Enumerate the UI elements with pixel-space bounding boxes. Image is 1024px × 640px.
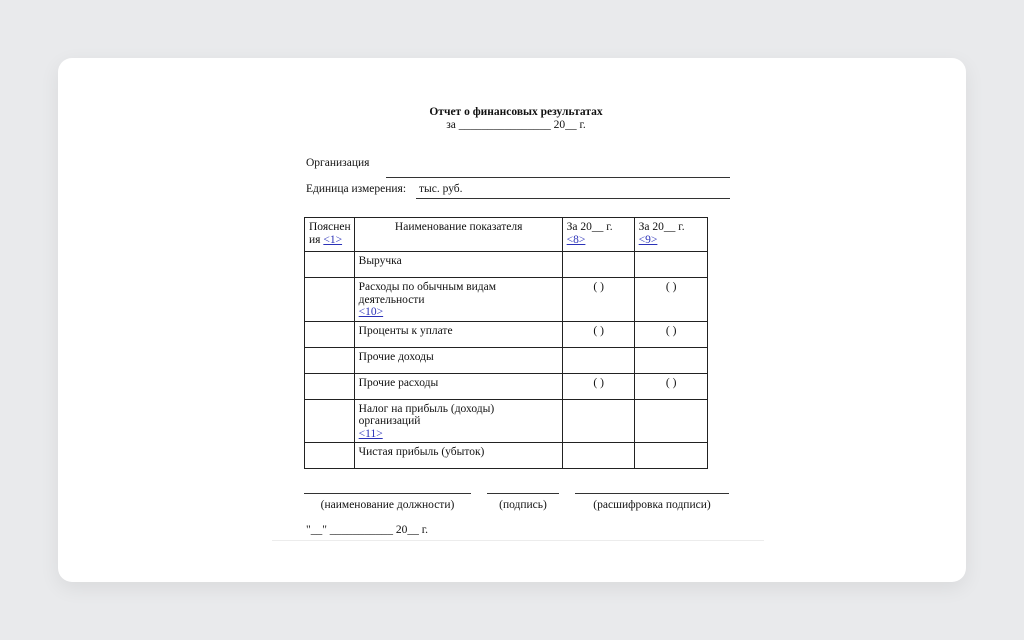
table-row: [305, 399, 708, 443]
position-line: [304, 493, 471, 494]
year2-ref-link[interactable]: <9>: [638, 233, 658, 246]
signature-date: "__" ___________ 20__ г.: [306, 524, 429, 536]
position-caption: (наименование должности): [320, 499, 455, 511]
row-ref-link[interactable]: <10>: [358, 306, 384, 318]
row-year1-cell: [562, 252, 634, 278]
row-name: Выручка: [358, 255, 402, 267]
signature-caption: (подпись): [499, 499, 547, 511]
row-name-cell: [354, 443, 562, 469]
row-name-cell: [354, 252, 562, 278]
row-name: Проценты к уплате: [358, 324, 453, 337]
row-year1-cell: [562, 347, 634, 373]
row-year1-cell: ( ): [562, 321, 634, 347]
table-row: [305, 347, 708, 373]
row-ref-link[interactable]: <11>: [358, 427, 383, 440]
col-header-year1-label: За 20__ г.: [566, 221, 613, 233]
row-year1-cell: ( ): [562, 373, 634, 399]
row-year2-cell: [634, 399, 707, 443]
row-note-cell: [305, 278, 355, 322]
decoding-line: [575, 493, 729, 494]
decoding-caption: (расшифровка подписи): [593, 499, 711, 511]
row-name-cell: [354, 278, 562, 322]
table-header-row: [305, 218, 708, 252]
row-name-cell: [354, 347, 562, 373]
row-year2-cell: [634, 252, 707, 278]
row-note-cell: [305, 321, 355, 347]
unit-label: Единица измерения:: [306, 183, 407, 195]
row-name-cell: [354, 321, 562, 347]
unit-value: тыс. руб.: [419, 183, 463, 195]
organization-field-line: [386, 177, 730, 178]
row-note-cell: [305, 443, 355, 469]
report-title: Отчет о финансовых результатах: [429, 106, 603, 118]
table-row: [305, 321, 708, 347]
organization-label: Организация: [306, 157, 370, 169]
table-row: [305, 278, 708, 322]
col-header-note: [305, 218, 355, 252]
col-header-name-label: Наименование показателя: [394, 221, 523, 233]
row-year2-cell: ( ): [634, 278, 707, 322]
signature-line: [487, 493, 559, 494]
row-note-cell: [305, 373, 355, 399]
row-name-cell: [354, 373, 562, 399]
row-name: Расходы по обычным видам деятельности: [358, 281, 497, 306]
table-row: [305, 443, 708, 469]
row-name: Прочие доходы: [358, 350, 434, 363]
row-name: Чистая прибыль (убыток): [358, 446, 485, 458]
col-header-year1: [562, 218, 634, 252]
col-header-year2-label: За 20__ г.: [638, 221, 685, 233]
note-ref-link[interactable]: <1>: [323, 233, 343, 246]
row-year1-cell: ( ): [562, 278, 634, 322]
row-note-cell: [305, 399, 355, 443]
row-year1-cell: [562, 399, 634, 443]
row-year2-cell: ( ): [634, 373, 707, 399]
col-header-year2: [634, 218, 707, 252]
row-year2-cell: ( ): [634, 321, 707, 347]
col-header-note-part1: Пояснен: [309, 221, 351, 233]
report-period: за ________________ 20__ г.: [446, 119, 586, 131]
row-year1-cell: [562, 443, 634, 469]
col-header-name: [354, 218, 562, 252]
row-note-cell: [305, 252, 355, 278]
table-body: [305, 252, 708, 469]
unit-field-line: [416, 198, 730, 199]
financial-results-table: [304, 217, 708, 469]
row-name-cell: [354, 399, 562, 443]
table-row: [305, 373, 708, 399]
row-year2-cell: [634, 443, 707, 469]
page-bottom-divider: [272, 540, 764, 541]
row-name: Прочие расходы: [358, 376, 439, 389]
row-note-cell: [305, 347, 355, 373]
col-header-note-part2: ия: [309, 233, 321, 246]
table-row: [305, 252, 708, 278]
year1-ref-link[interactable]: <8>: [566, 233, 586, 246]
row-name: Налог на прибыль (доходы) организаций: [358, 402, 495, 427]
row-year2-cell: [634, 347, 707, 373]
